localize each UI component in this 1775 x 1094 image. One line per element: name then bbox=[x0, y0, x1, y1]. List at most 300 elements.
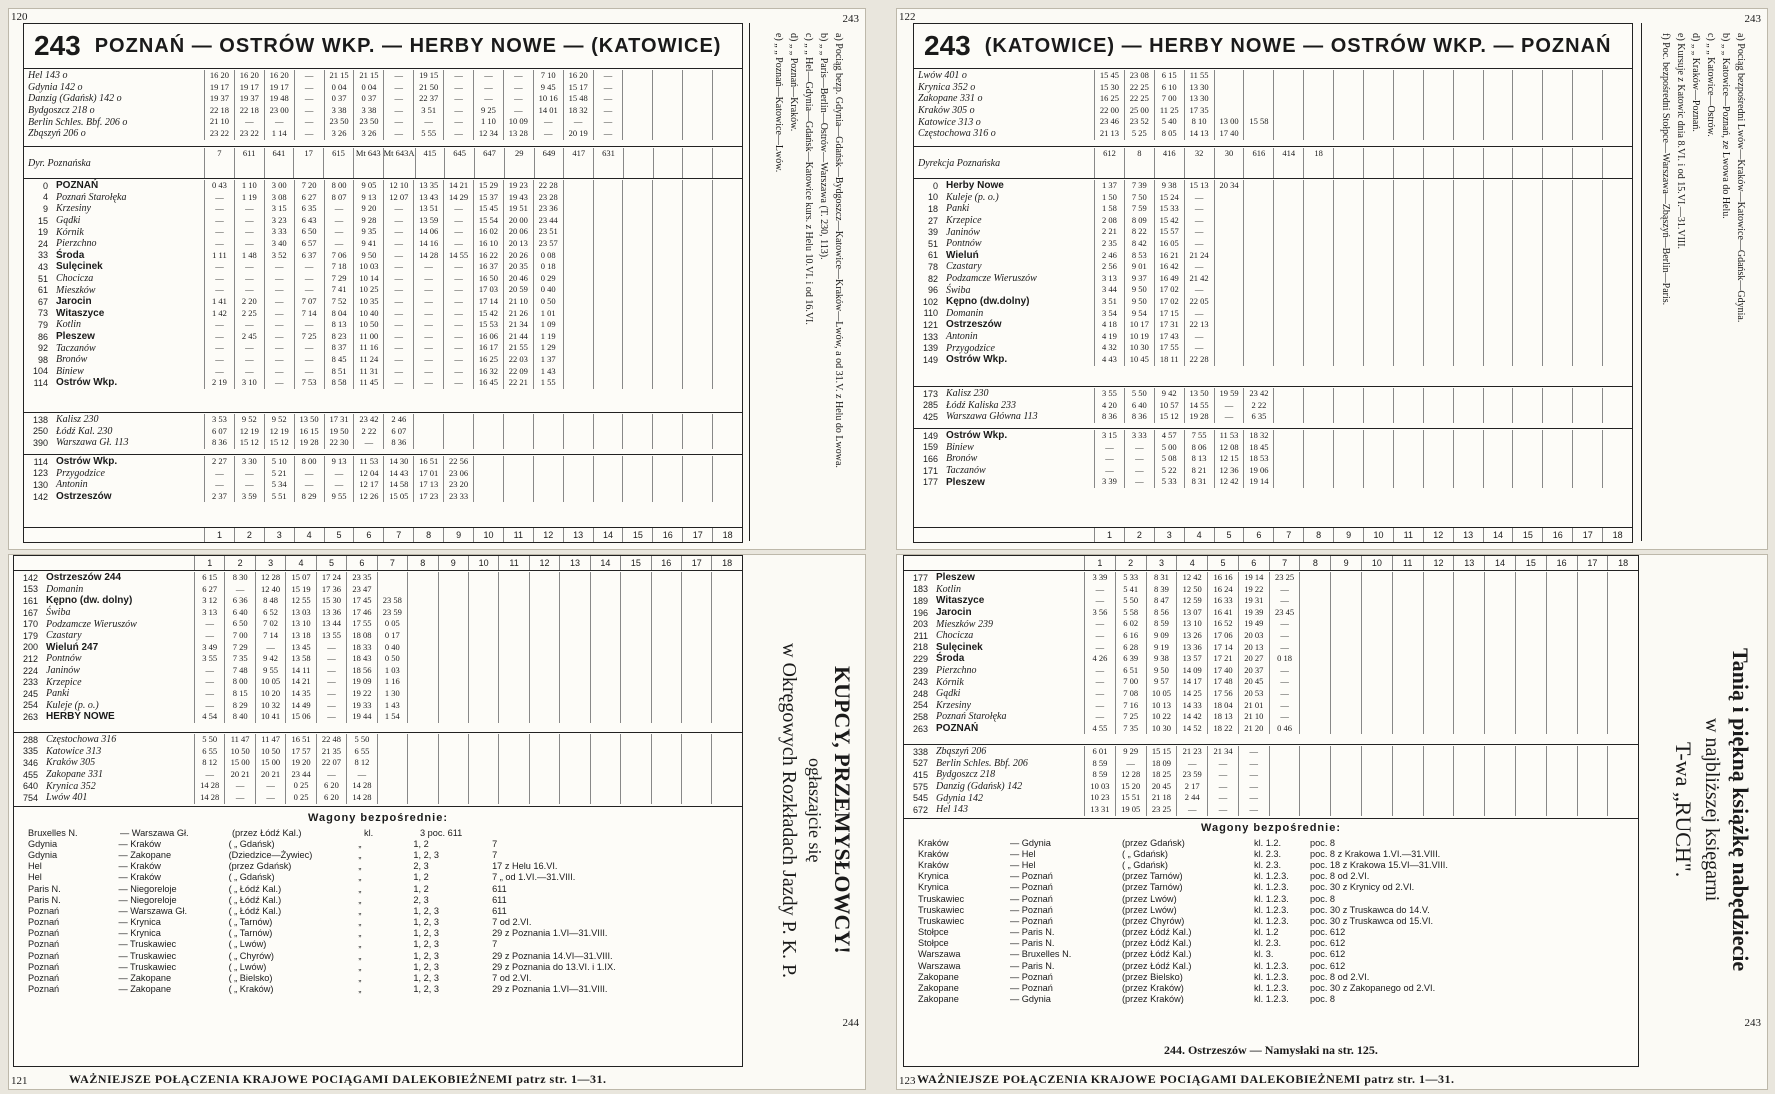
time-cell: 15 29 bbox=[473, 180, 503, 192]
station-name: Poznań Starołęka bbox=[56, 191, 127, 203]
station-name: Katowice 313 o bbox=[918, 116, 981, 128]
route-title: (KATOWICE) — HERBY NOWE — OSTRÓW WKP. — POZNAŃ bbox=[984, 34, 1612, 57]
station-row bbox=[914, 238, 1632, 250]
time-cell bbox=[1483, 354, 1513, 366]
time-cell: 8 36 bbox=[204, 437, 234, 449]
km-value: 0 bbox=[932, 180, 938, 191]
time-cell bbox=[622, 250, 652, 262]
time-cell bbox=[1483, 308, 1513, 320]
time-cell bbox=[1361, 723, 1392, 735]
time-cell: 3 52 bbox=[264, 250, 294, 262]
time-cell: 9 05 bbox=[353, 180, 383, 192]
km-value: 19 bbox=[37, 227, 48, 238]
coach-field: — Paris N. bbox=[1010, 927, 1055, 938]
time-cell bbox=[1607, 804, 1638, 816]
time-cells bbox=[204, 308, 742, 320]
station-name: Kuleje (p. o.) bbox=[46, 699, 99, 711]
time-cell bbox=[1602, 215, 1632, 227]
coach-field: 29 z Poznania 1.VI—31.VIII. bbox=[492, 984, 608, 995]
station-row bbox=[24, 203, 742, 215]
time-cell bbox=[1330, 700, 1361, 712]
time-cell: 2 25 bbox=[234, 308, 264, 320]
time-cell: 416 bbox=[1154, 148, 1184, 178]
time-cell: — bbox=[294, 342, 324, 354]
time-cell: — bbox=[413, 331, 443, 343]
time-cell bbox=[1542, 400, 1572, 412]
time-cell: — bbox=[533, 116, 563, 128]
time-cell bbox=[1363, 203, 1393, 215]
time-cell: 22 37 bbox=[413, 93, 443, 105]
time-cell bbox=[1602, 250, 1632, 262]
time-cell: — bbox=[383, 366, 413, 378]
time-cell bbox=[1330, 572, 1361, 584]
time-cells bbox=[204, 238, 742, 250]
time-cell: 8 59 bbox=[1084, 769, 1115, 781]
time-cell: 19 17 bbox=[264, 82, 294, 94]
time-cell: 23 06 bbox=[443, 468, 473, 480]
time-cell: — bbox=[264, 273, 294, 285]
coach-field: 7 od 2.VI. bbox=[492, 973, 532, 984]
time-cell bbox=[1299, 746, 1330, 758]
time-cell bbox=[1542, 430, 1572, 442]
time-cell bbox=[593, 238, 623, 250]
time-cell bbox=[712, 296, 742, 308]
time-cell bbox=[590, 792, 620, 804]
coach-field: „ bbox=[358, 928, 362, 939]
time-cell bbox=[712, 148, 742, 178]
station-name: Zakopane 331 o bbox=[918, 93, 983, 105]
time-cell: 18 32 bbox=[563, 105, 593, 117]
time-cell: 2 35 bbox=[1094, 238, 1124, 250]
km-value: 239 bbox=[912, 665, 928, 676]
time-cell: 8 51 bbox=[324, 366, 354, 378]
time-cell: 13 50 bbox=[294, 414, 324, 426]
time-cell bbox=[1512, 296, 1542, 308]
time-cell bbox=[1392, 723, 1423, 735]
km-value: 179 bbox=[22, 630, 38, 641]
time-cell bbox=[652, 342, 682, 354]
time-cell: 0 50 bbox=[533, 296, 563, 308]
coach-row bbox=[28, 883, 728, 894]
time-cell: 14 28 bbox=[194, 780, 224, 792]
time-cell bbox=[1392, 769, 1423, 781]
time-cell: 10 05 bbox=[255, 676, 285, 688]
time-cell bbox=[529, 584, 559, 596]
time-cell bbox=[620, 746, 650, 758]
time-cell bbox=[559, 665, 589, 677]
time-cell: 0 46 bbox=[1269, 723, 1300, 735]
station-name: Jarocin bbox=[56, 296, 92, 308]
time-cell bbox=[1299, 572, 1330, 584]
coach-row bbox=[28, 972, 728, 983]
time-cell bbox=[1273, 116, 1303, 128]
time-cell: 8 36 bbox=[1094, 411, 1124, 423]
time-cell: 3 39 bbox=[1084, 572, 1115, 584]
time-cell bbox=[712, 70, 742, 82]
station-row bbox=[24, 273, 742, 285]
time-cell: — bbox=[1094, 453, 1124, 465]
time-cell bbox=[468, 653, 498, 665]
time-cell: 14 35 bbox=[285, 688, 315, 700]
km-value: 167 bbox=[22, 607, 38, 618]
coach-field: — Bruxelles N. bbox=[1010, 949, 1072, 960]
time-cell bbox=[1243, 319, 1273, 331]
time-cell bbox=[1392, 665, 1423, 677]
time-cell: 15 33 bbox=[1154, 203, 1184, 215]
time-cell bbox=[1483, 148, 1513, 178]
origin-row bbox=[24, 128, 742, 140]
time-cell bbox=[681, 595, 711, 607]
time-cell bbox=[468, 630, 498, 642]
time-cell: 23 28 bbox=[533, 192, 563, 204]
time-cell: 12 04 bbox=[353, 468, 383, 480]
km-value: 285 bbox=[922, 400, 938, 411]
km-value: 133 bbox=[922, 331, 938, 342]
time-cell bbox=[1273, 82, 1303, 94]
time-cell bbox=[622, 319, 652, 331]
time-cell bbox=[1546, 607, 1577, 619]
time-cell bbox=[651, 584, 681, 596]
time-cell: 645 bbox=[444, 148, 474, 178]
time-cell bbox=[1542, 319, 1572, 331]
time-cell bbox=[1512, 192, 1542, 204]
time-cell bbox=[652, 238, 682, 250]
time-cell bbox=[1577, 746, 1608, 758]
time-cell bbox=[1393, 273, 1423, 285]
time-cell: — bbox=[204, 468, 234, 480]
station-row bbox=[24, 319, 742, 331]
time-cell: — bbox=[1084, 595, 1115, 607]
station-row bbox=[14, 700, 742, 712]
coach-field: ( „ Gdańsk) bbox=[228, 838, 275, 849]
time-cell bbox=[407, 700, 437, 712]
time-cell: — bbox=[204, 261, 234, 273]
time-cell bbox=[1483, 430, 1513, 442]
time-cell bbox=[1577, 595, 1608, 607]
column-number: 8 bbox=[407, 556, 437, 570]
column-number: 11 bbox=[1393, 528, 1423, 542]
time-cell bbox=[1392, 642, 1423, 654]
time-cell bbox=[1423, 781, 1454, 793]
time-cell bbox=[1515, 618, 1546, 630]
time-cell bbox=[1330, 607, 1361, 619]
time-cell bbox=[1363, 354, 1393, 366]
time-cell: 13 51 bbox=[413, 203, 443, 215]
coach-field: — Poznań bbox=[1010, 971, 1053, 982]
time-cell: — bbox=[316, 676, 346, 688]
time-cell: 8 22 bbox=[1124, 226, 1154, 238]
column-number: 12 bbox=[1423, 528, 1453, 542]
table-number: 243 bbox=[34, 30, 81, 61]
coach-field: „ bbox=[358, 961, 362, 972]
coach-field: — Zakopane bbox=[118, 984, 172, 995]
time-cell bbox=[682, 319, 712, 331]
time-cell: 3 10 bbox=[234, 377, 264, 389]
time-cell: 9 25 bbox=[473, 105, 503, 117]
time-cell bbox=[1483, 238, 1513, 250]
time-cell: 13 44 bbox=[316, 618, 346, 630]
time-cell: — bbox=[1207, 804, 1238, 816]
time-cell bbox=[1453, 215, 1483, 227]
time-cell: 17 40 bbox=[1214, 128, 1244, 140]
time-cell bbox=[563, 366, 593, 378]
km-value: 142 bbox=[32, 491, 48, 502]
time-cell: 12 55 bbox=[285, 595, 315, 607]
time-cell bbox=[590, 757, 620, 769]
km-value: 98 bbox=[37, 354, 48, 365]
time-cell bbox=[1515, 665, 1546, 677]
time-cell: 0 29 bbox=[533, 273, 563, 285]
time-cells bbox=[194, 595, 742, 607]
time-cell bbox=[1363, 411, 1393, 423]
time-cell bbox=[682, 116, 712, 128]
coach-field: „ bbox=[358, 905, 362, 916]
time-cell bbox=[1483, 82, 1513, 94]
coach-field: ( „ Łódź Kal.) bbox=[228, 905, 282, 916]
time-cell bbox=[1392, 700, 1423, 712]
coach-field: Poznań bbox=[28, 973, 60, 984]
column-number: 11 bbox=[503, 528, 533, 542]
time-cell bbox=[1392, 653, 1423, 665]
time-cell bbox=[652, 308, 682, 320]
time-cell: — bbox=[1238, 804, 1269, 816]
station-row bbox=[914, 442, 1632, 454]
time-cell bbox=[1243, 308, 1273, 320]
time-cell bbox=[1484, 595, 1515, 607]
time-cells bbox=[204, 414, 742, 426]
time-cell bbox=[1572, 105, 1602, 117]
time-cell bbox=[498, 746, 528, 758]
time-cell: 25 00 bbox=[1124, 105, 1154, 117]
time-cell bbox=[438, 572, 468, 584]
time-cell: 8 07 bbox=[324, 192, 354, 204]
time-cell bbox=[1393, 476, 1423, 488]
time-cells bbox=[204, 180, 742, 192]
origin-row bbox=[24, 70, 742, 82]
time-cell bbox=[1330, 723, 1361, 735]
time-cell bbox=[712, 342, 742, 354]
connection-row bbox=[14, 780, 742, 792]
time-cell bbox=[1572, 93, 1602, 105]
time-cell bbox=[1273, 319, 1303, 331]
time-cell: 14 55 bbox=[443, 250, 473, 262]
time-cell bbox=[1423, 354, 1453, 366]
station-name: Krzepice bbox=[46, 676, 82, 688]
coach-field: — Niegoreloje bbox=[118, 883, 177, 894]
time-cell bbox=[1330, 688, 1361, 700]
time-cell bbox=[1602, 354, 1632, 366]
time-cell bbox=[1546, 665, 1577, 677]
time-cell: 9 09 bbox=[1146, 630, 1177, 642]
time-cell: 21 34 bbox=[503, 319, 533, 331]
time-cell: 2 37 bbox=[204, 491, 234, 503]
time-cell bbox=[711, 618, 741, 630]
time-cell: 5 34 bbox=[264, 479, 294, 491]
km-value: 183 bbox=[912, 584, 928, 595]
column-number: 16 bbox=[652, 528, 682, 542]
coach-field: (przez Tarnów) bbox=[1122, 871, 1183, 882]
time-cell bbox=[438, 746, 468, 758]
time-cell bbox=[1303, 411, 1333, 423]
time-cell bbox=[1512, 319, 1542, 331]
time-cell bbox=[1330, 792, 1361, 804]
time-cell: 4 18 bbox=[1094, 319, 1124, 331]
time-cell: — bbox=[1084, 711, 1115, 723]
connections-block bbox=[24, 414, 742, 455]
time-cell bbox=[1572, 342, 1602, 354]
time-cell: 4 20 bbox=[1094, 400, 1124, 412]
station-row bbox=[904, 653, 1638, 665]
time-cell bbox=[438, 618, 468, 630]
time-cell bbox=[712, 226, 742, 238]
time-cell: 10 03 bbox=[353, 261, 383, 273]
time-cells bbox=[1084, 711, 1638, 723]
time-cell bbox=[1361, 711, 1392, 723]
time-cell bbox=[1453, 792, 1484, 804]
time-cell: 10 20 bbox=[255, 688, 285, 700]
time-cell: — bbox=[1269, 595, 1300, 607]
time-cell bbox=[652, 491, 682, 503]
coach-row bbox=[28, 961, 728, 972]
station-name: Gądki bbox=[56, 215, 81, 227]
time-cell bbox=[593, 261, 623, 273]
time-cell bbox=[1484, 700, 1515, 712]
time-cell: Mt 643A bbox=[383, 148, 415, 178]
time-cell: 15 48 bbox=[563, 93, 593, 105]
time-cell: 6 40 bbox=[224, 607, 254, 619]
km-value: 96 bbox=[927, 285, 938, 296]
time-cell: — bbox=[204, 273, 234, 285]
station-name: Łódź Kal. 230 bbox=[56, 425, 113, 437]
time-cell bbox=[1392, 676, 1423, 688]
time-cell bbox=[1607, 769, 1638, 781]
time-cell bbox=[438, 607, 468, 619]
station-name: Wieluń bbox=[946, 249, 979, 261]
time-cell bbox=[1363, 284, 1393, 296]
time-cell bbox=[1453, 342, 1483, 354]
time-cell bbox=[1453, 595, 1484, 607]
time-cell bbox=[682, 354, 712, 366]
time-cell: 7 35 bbox=[1115, 723, 1146, 735]
time-cell bbox=[438, 700, 468, 712]
time-cell: 16 02 bbox=[473, 226, 503, 238]
time-cell: 4 43 bbox=[1094, 354, 1124, 366]
time-cells bbox=[204, 226, 742, 238]
time-cell: 7 39 bbox=[1124, 180, 1154, 192]
time-cell bbox=[1393, 400, 1423, 412]
time-cell: 15 30 bbox=[316, 595, 346, 607]
km-value: 114 bbox=[33, 377, 48, 388]
time-cell: — bbox=[593, 70, 623, 82]
time-cell bbox=[1333, 70, 1363, 82]
column-number: 13 bbox=[1453, 556, 1484, 570]
time-cell bbox=[682, 491, 712, 503]
time-cell bbox=[1299, 665, 1330, 677]
time-cell bbox=[1299, 804, 1330, 816]
time-cell bbox=[652, 319, 682, 331]
time-cell bbox=[1273, 284, 1303, 296]
time-cell bbox=[1484, 711, 1515, 723]
station-row bbox=[24, 250, 742, 262]
time-cell: 8 29 bbox=[294, 491, 324, 503]
coach-field: Poznań bbox=[28, 928, 60, 939]
time-cell bbox=[1602, 148, 1632, 178]
time-cell bbox=[529, 757, 559, 769]
time-cell bbox=[1333, 342, 1363, 354]
time-cell: — bbox=[503, 70, 533, 82]
time-cell: 7 00 bbox=[1115, 676, 1146, 688]
time-cell: 12 36 bbox=[1214, 465, 1244, 477]
time-cell: 415 bbox=[415, 148, 445, 178]
time-cell: 8 58 bbox=[324, 377, 354, 389]
time-cells bbox=[1094, 296, 1632, 308]
time-cell: — bbox=[443, 319, 473, 331]
column-numbers bbox=[24, 527, 742, 542]
station-name: Gdynia 142 bbox=[936, 792, 983, 804]
time-cell bbox=[593, 319, 623, 331]
time-cell bbox=[407, 780, 437, 792]
time-cells bbox=[194, 700, 742, 712]
time-cell bbox=[529, 688, 559, 700]
time-cell: — bbox=[1269, 688, 1300, 700]
time-cell: 7 55 bbox=[1184, 430, 1214, 442]
time-cell bbox=[559, 642, 589, 654]
origin-block bbox=[914, 70, 1632, 147]
time-cell bbox=[622, 354, 652, 366]
time-cell bbox=[1572, 354, 1602, 366]
station-row bbox=[24, 491, 742, 503]
time-cell: 8 59 bbox=[1084, 758, 1115, 770]
time-cell bbox=[1515, 630, 1546, 642]
time-cell bbox=[563, 456, 593, 468]
time-cell: — bbox=[294, 128, 324, 140]
time-cell bbox=[1546, 746, 1577, 758]
time-cell: 13 03 bbox=[285, 607, 315, 619]
station-row bbox=[914, 465, 1632, 477]
time-cell bbox=[1484, 758, 1515, 770]
time-cell bbox=[652, 377, 682, 389]
time-cell bbox=[1243, 238, 1273, 250]
time-cell bbox=[1303, 203, 1333, 215]
coach-field: 1, 2, 3 bbox=[413, 939, 439, 950]
time-cell: — bbox=[1084, 700, 1115, 712]
km-value: 211 bbox=[913, 630, 928, 641]
time-cell: 8 23 bbox=[324, 331, 354, 343]
time-cells bbox=[204, 261, 742, 273]
station-name: Hel 143 o bbox=[28, 70, 68, 82]
time-cell: 15 30 bbox=[1094, 82, 1124, 94]
time-cells bbox=[204, 105, 742, 117]
time-cell bbox=[1333, 319, 1363, 331]
column-numbers bbox=[914, 527, 1632, 542]
time-cells bbox=[204, 491, 742, 503]
time-cell bbox=[533, 437, 563, 449]
time-cell bbox=[1299, 630, 1330, 642]
time-cell bbox=[1303, 226, 1333, 238]
time-cell: — bbox=[294, 319, 324, 331]
time-cell: 11 16 bbox=[353, 342, 383, 354]
time-cell bbox=[622, 366, 652, 378]
time-cell: 30 bbox=[1214, 148, 1244, 178]
time-cell: 16 51 bbox=[285, 734, 315, 746]
time-cell: 7 00 bbox=[1154, 93, 1184, 105]
time-cell: 18 04 bbox=[1207, 700, 1238, 712]
cross-reference-note: 244. Ostrzeszów — Namysłaki na str. 125. bbox=[1164, 1043, 1378, 1057]
time-cell bbox=[1542, 105, 1572, 117]
time-cell bbox=[563, 203, 593, 215]
connection-row bbox=[14, 746, 742, 758]
time-cell bbox=[1214, 296, 1244, 308]
